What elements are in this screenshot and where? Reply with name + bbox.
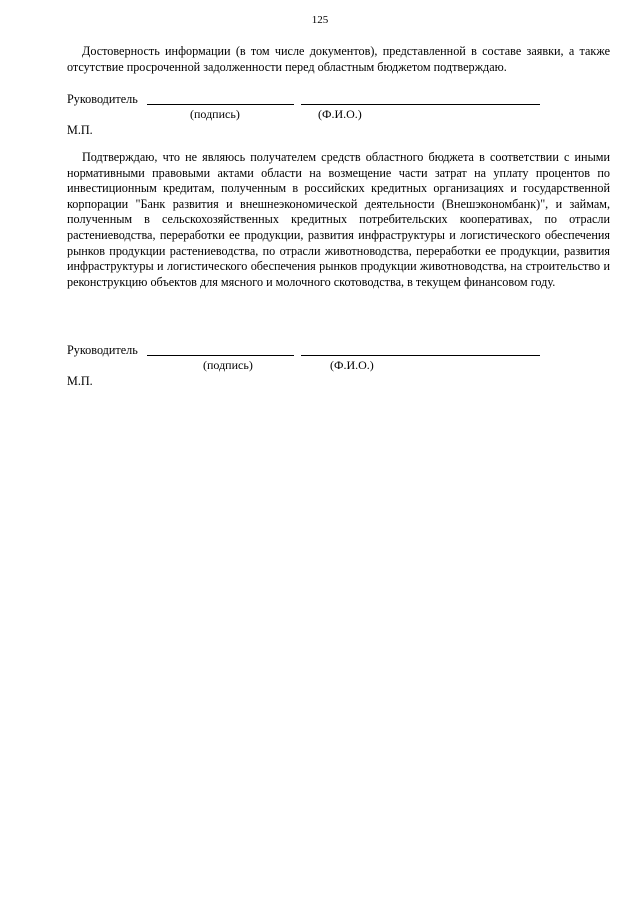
signature-caption: (подпись) [190,107,240,121]
signature-row [67,343,547,359]
signature-caption: (подпись) [203,358,253,372]
seal-placeholder: М.П. [67,123,93,137]
signature-line [147,355,294,356]
signatory-label: Руководитель [67,343,138,357]
name-line [301,355,540,356]
signature-row [67,92,547,108]
signature-line [147,104,294,105]
page-number: 125 [311,14,329,26]
confirmation-paragraph: Достоверность информации (в том числе документов), представленной в составе заявки, а также отсутствие просроченной задолженности перед областным бюджетом подтверждаю. [67,44,610,74]
name-line [301,104,540,105]
name-caption: (Ф.И.О.) [318,107,362,121]
non-recipient-paragraph: Подтверждаю, что не являюсь получателем средств областного бюджета в соответствии с иными нормативными правовыми актами области на возмещение части затрат на уплату процентов по инвестиционным кредитам, полученным в российских кредитных организациях и государственной корпорации "Банк развития и внешнеэкономической деятельности (Внешэкономбанк)", и займам, полученным в сельскохозяйственных кредитных потребительских кооперативах, по отрасли растениеводства, переработки ее продукции, развития инфраструктуры и логистического обеспечения рынков продукции растениеводства, по отрасли животноводства, переработки ее продукции, развития инфраструктуры и логистического обеспечения рынков продукции животноводства, на строительство и реконструкцию объектов для мясного и молочного скотоводства, в текущем финансовом году. [67,150,610,289]
seal-placeholder: М.П. [67,374,93,388]
signatory-label: Руководитель [67,92,138,106]
name-caption: (Ф.И.О.) [330,358,374,372]
